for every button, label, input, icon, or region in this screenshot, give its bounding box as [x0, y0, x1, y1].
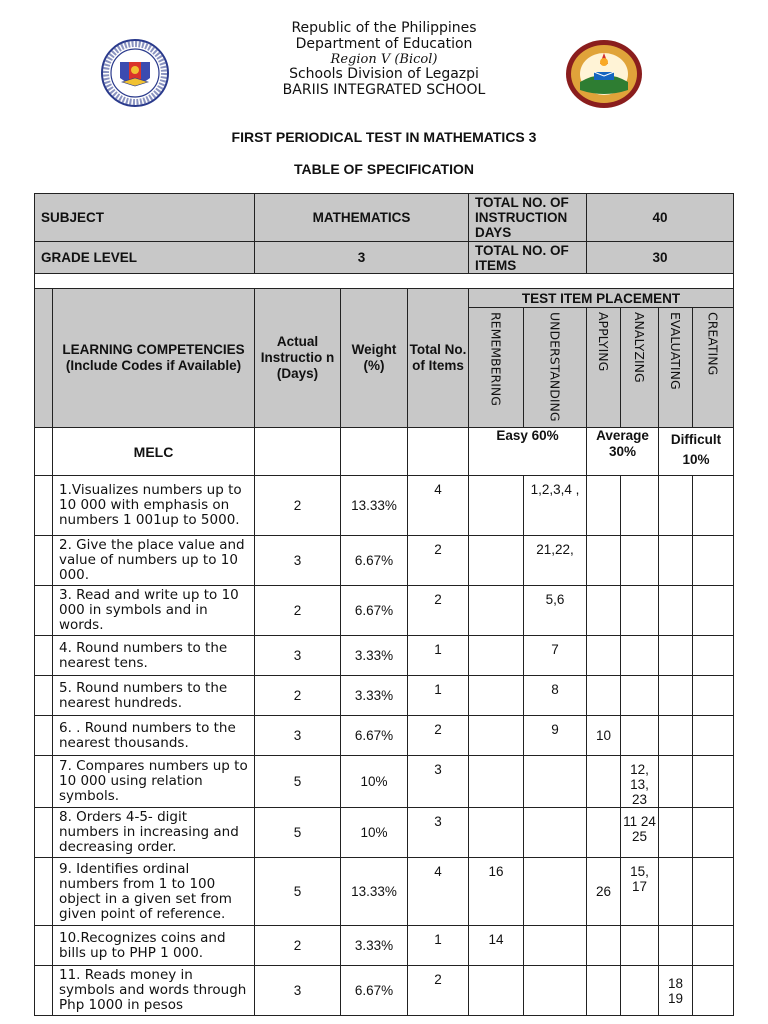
- competency-row: [35, 756, 734, 808]
- remembering-items: [469, 966, 524, 1016]
- level-analyzing: ANALYZING: [621, 308, 659, 428]
- analyzing-items: [621, 966, 659, 1016]
- competency-row: [35, 926, 734, 966]
- tos-table: [34, 193, 734, 1016]
- row-spacer-cell: [35, 966, 53, 1016]
- evaluating-items: [659, 586, 693, 636]
- applying-items: [587, 636, 621, 676]
- actual-days-value: 3: [255, 716, 341, 756]
- weight-value: 10%: [341, 756, 408, 808]
- row-spacer-cell: [35, 636, 53, 676]
- competency-text: 4. Round numbers to the nearest tens.: [53, 636, 255, 676]
- applying-items: [587, 676, 621, 716]
- analyzing-items: [621, 676, 659, 716]
- actual-days-value: 5: [255, 858, 341, 926]
- actual-days-value: 3: [255, 536, 341, 586]
- subject-label: SUBJECT: [35, 194, 255, 242]
- total-items-value: 3: [408, 808, 469, 858]
- level-remembering: REMEMBERING: [469, 308, 524, 428]
- total-items-value: 2: [408, 966, 469, 1016]
- instruction-days-value: 40: [587, 194, 734, 242]
- analyzing-items: 15, 17: [621, 858, 659, 926]
- applying-items: [587, 756, 621, 808]
- competency-text: 2. Give the place value and value of numbers up to 10 000.: [53, 536, 255, 586]
- understanding-items: 8: [524, 676, 587, 716]
- remembering-items: [469, 676, 524, 716]
- evaluating-items: [659, 808, 693, 858]
- actual-days-value: 3: [255, 966, 341, 1016]
- applying-items: [587, 808, 621, 858]
- grade-level-value: 3: [255, 242, 469, 274]
- creating-items: [693, 808, 734, 858]
- competency-text: 10.Recognizes coins and bills up to PHP 1 000.: [53, 926, 255, 966]
- competency-row: [35, 636, 734, 676]
- header-school: BARIIS INTEGRATED SCHOOL: [282, 82, 486, 98]
- analyzing-items: [621, 716, 659, 756]
- actual-days-value: 5: [255, 808, 341, 858]
- total-items-value: 2: [408, 716, 469, 756]
- understanding-items: [524, 858, 587, 926]
- competency-text: 3. Read and write up to 10 000 in symbols and in words.: [53, 586, 255, 636]
- competency-row: [35, 476, 734, 536]
- competency-row: [35, 676, 734, 716]
- total-items-value: 3: [408, 756, 469, 808]
- remembering-items: [469, 636, 524, 676]
- analyzing-items: [621, 586, 659, 636]
- actual-days-value: 2: [255, 676, 341, 716]
- creating-items: [693, 756, 734, 808]
- school-seal-logo: [564, 38, 644, 110]
- actual-days-value: 5: [255, 756, 341, 808]
- competencies-header: LEARNING COMPETENCIES (Include Codes if Available): [53, 289, 255, 428]
- understanding-items: 1,2,3,4 ,: [524, 476, 587, 536]
- creating-items: [693, 636, 734, 676]
- spacer-row: [35, 274, 734, 289]
- weight-value: 6.67%: [341, 536, 408, 586]
- total-items-value: 2: [408, 586, 469, 636]
- total-items-value: 4: [408, 858, 469, 926]
- creating-items: [693, 716, 734, 756]
- difficulty-average: Average 30%: [587, 428, 659, 476]
- header-region: Region V (Bicol): [330, 52, 438, 67]
- weight-value: 13.33%: [341, 858, 408, 926]
- melc-label: MELC: [53, 428, 255, 476]
- deped-seal-logo: [100, 38, 170, 108]
- analyzing-items: [621, 926, 659, 966]
- competency-text: 9. Identifies ordinal numbers from 1 to 100 object in a given set from given point of reference.: [53, 858, 255, 926]
- weight-value: 3.33%: [341, 926, 408, 966]
- row-spacer-cell: [35, 808, 53, 858]
- remembering-items: [469, 756, 524, 808]
- competency-text: 6. . Round numbers to the nearest thousands.: [53, 716, 255, 756]
- remembering-items: [469, 808, 524, 858]
- weight-value: 6.67%: [341, 586, 408, 636]
- weight-value: 6.67%: [341, 966, 408, 1016]
- applying-items: [587, 476, 621, 536]
- weight-value: 3.33%: [341, 676, 408, 716]
- weight-value: 13.33%: [341, 476, 408, 536]
- evaluating-items: [659, 756, 693, 808]
- competency-text: 8. Orders 4-5- digit numbers in increasing and decreasing order.: [53, 808, 255, 858]
- creating-items: [693, 858, 734, 926]
- row-spacer-cell: [35, 476, 53, 536]
- level-evaluating: EVALUATING: [659, 308, 693, 428]
- analyzing-items: 11 24 25: [621, 808, 659, 858]
- understanding-items: [524, 966, 587, 1016]
- competency-text: 5. Round numbers to the nearest hundreds.: [53, 676, 255, 716]
- understanding-items: 7: [524, 636, 587, 676]
- tos-title: TABLE OF SPECIFICATION: [294, 161, 474, 177]
- row-spacer-cell: [35, 756, 53, 808]
- evaluating-items: [659, 476, 693, 536]
- header-republic: Republic of the Philippines: [291, 20, 477, 36]
- applying-items: [587, 536, 621, 586]
- competency-row: [35, 808, 734, 858]
- remembering-items: 16: [469, 858, 524, 926]
- analyzing-items: 12, 13, 23: [621, 756, 659, 808]
- analyzing-items: [621, 636, 659, 676]
- evaluating-items: [659, 636, 693, 676]
- applying-items: 26: [587, 858, 621, 926]
- total-items-value: 4: [408, 476, 469, 536]
- applying-items: [587, 926, 621, 966]
- competency-text: 11. Reads money in symbols and words through Php 1000 in pesos: [53, 966, 255, 1016]
- total-items-value: 1: [408, 636, 469, 676]
- remembering-items: [469, 536, 524, 586]
- actual-days-value: 2: [255, 476, 341, 536]
- subject-value: MATHEMATICS: [255, 194, 469, 242]
- difficulty-easy: Easy 60%: [469, 428, 587, 476]
- remembering-items: [469, 716, 524, 756]
- test-title: FIRST PERIODICAL TEST IN MATHEMATICS 3: [231, 129, 537, 145]
- row-spacer-cell: [35, 676, 53, 716]
- actual-days-value: 3: [255, 636, 341, 676]
- competency-row: [35, 536, 734, 586]
- total-items-label: TOTAL NO. OF ITEMS: [469, 242, 587, 274]
- understanding-items: 5,6: [524, 586, 587, 636]
- weight-value: 6.67%: [341, 716, 408, 756]
- creating-items: [693, 586, 734, 636]
- remembering-items: 14: [469, 926, 524, 966]
- level-creating: CREATING: [693, 308, 734, 428]
- creating-items: [693, 476, 734, 536]
- total-items-value: 1: [408, 676, 469, 716]
- competency-row: [35, 966, 734, 1016]
- weight-header: Weight (%): [341, 289, 408, 428]
- total-items-value: 1: [408, 926, 469, 966]
- difficulty-difficult: Difficult 10%: [659, 428, 734, 476]
- total-items-value: 2: [408, 536, 469, 586]
- analyzing-items: [621, 476, 659, 536]
- remembering-items: [469, 586, 524, 636]
- evaluating-items: [659, 676, 693, 716]
- creating-items: [693, 966, 734, 1016]
- evaluating-items: [659, 716, 693, 756]
- level-applying: APPLYING: [587, 308, 621, 428]
- competency-text: 1.Visualizes numbers up to 10 000 with emphasis on numbers 1 001up to 5000.: [53, 476, 255, 536]
- evaluating-items: 18 19: [659, 966, 693, 1016]
- creating-items: [693, 926, 734, 966]
- applying-items: 10: [587, 716, 621, 756]
- total-items-header: Total No. of Items: [408, 289, 469, 428]
- creating-items: [693, 676, 734, 716]
- understanding-items: [524, 926, 587, 966]
- actual-days-value: 2: [255, 586, 341, 636]
- actual-days-value: 2: [255, 926, 341, 966]
- applying-items: [587, 586, 621, 636]
- row-spacer-cell: [35, 586, 53, 636]
- header-division: Schools Division of Legazpi: [289, 66, 479, 82]
- understanding-items: [524, 808, 587, 858]
- weight-value: 3.33%: [341, 636, 408, 676]
- evaluating-items: [659, 536, 693, 586]
- competency-row: [35, 586, 734, 636]
- instruction-days-label: TOTAL NO. OF INSTRUCTION DAYS: [469, 194, 587, 242]
- grade-level-label: GRADE LEVEL: [35, 242, 255, 274]
- creating-items: [693, 536, 734, 586]
- total-items-value: 30: [587, 242, 734, 274]
- understanding-items: 21,22,: [524, 536, 587, 586]
- row-spacer-cell: [35, 536, 53, 586]
- test-item-placement-header: TEST ITEM PLACEMENT: [469, 289, 734, 308]
- row-spacer-cell: [35, 858, 53, 926]
- row-spacer-cell: [35, 716, 53, 756]
- understanding-items: [524, 756, 587, 808]
- analyzing-items: [621, 536, 659, 586]
- row-spacer-cell: [35, 926, 53, 966]
- evaluating-items: [659, 926, 693, 966]
- competency-text: 7. Compares numbers up to 10 000 using relation symbols.: [53, 756, 255, 808]
- evaluating-items: [659, 858, 693, 926]
- competency-row: [35, 858, 734, 926]
- remembering-items: [469, 476, 524, 536]
- actual-days-header: Actual Instructio n (Days): [255, 289, 341, 428]
- weight-value: 10%: [341, 808, 408, 858]
- understanding-items: 9: [524, 716, 587, 756]
- competency-row: [35, 716, 734, 756]
- applying-items: [587, 966, 621, 1016]
- level-understanding: UNDERSTANDING: [524, 308, 587, 428]
- header-department: Department of Education: [295, 36, 473, 52]
